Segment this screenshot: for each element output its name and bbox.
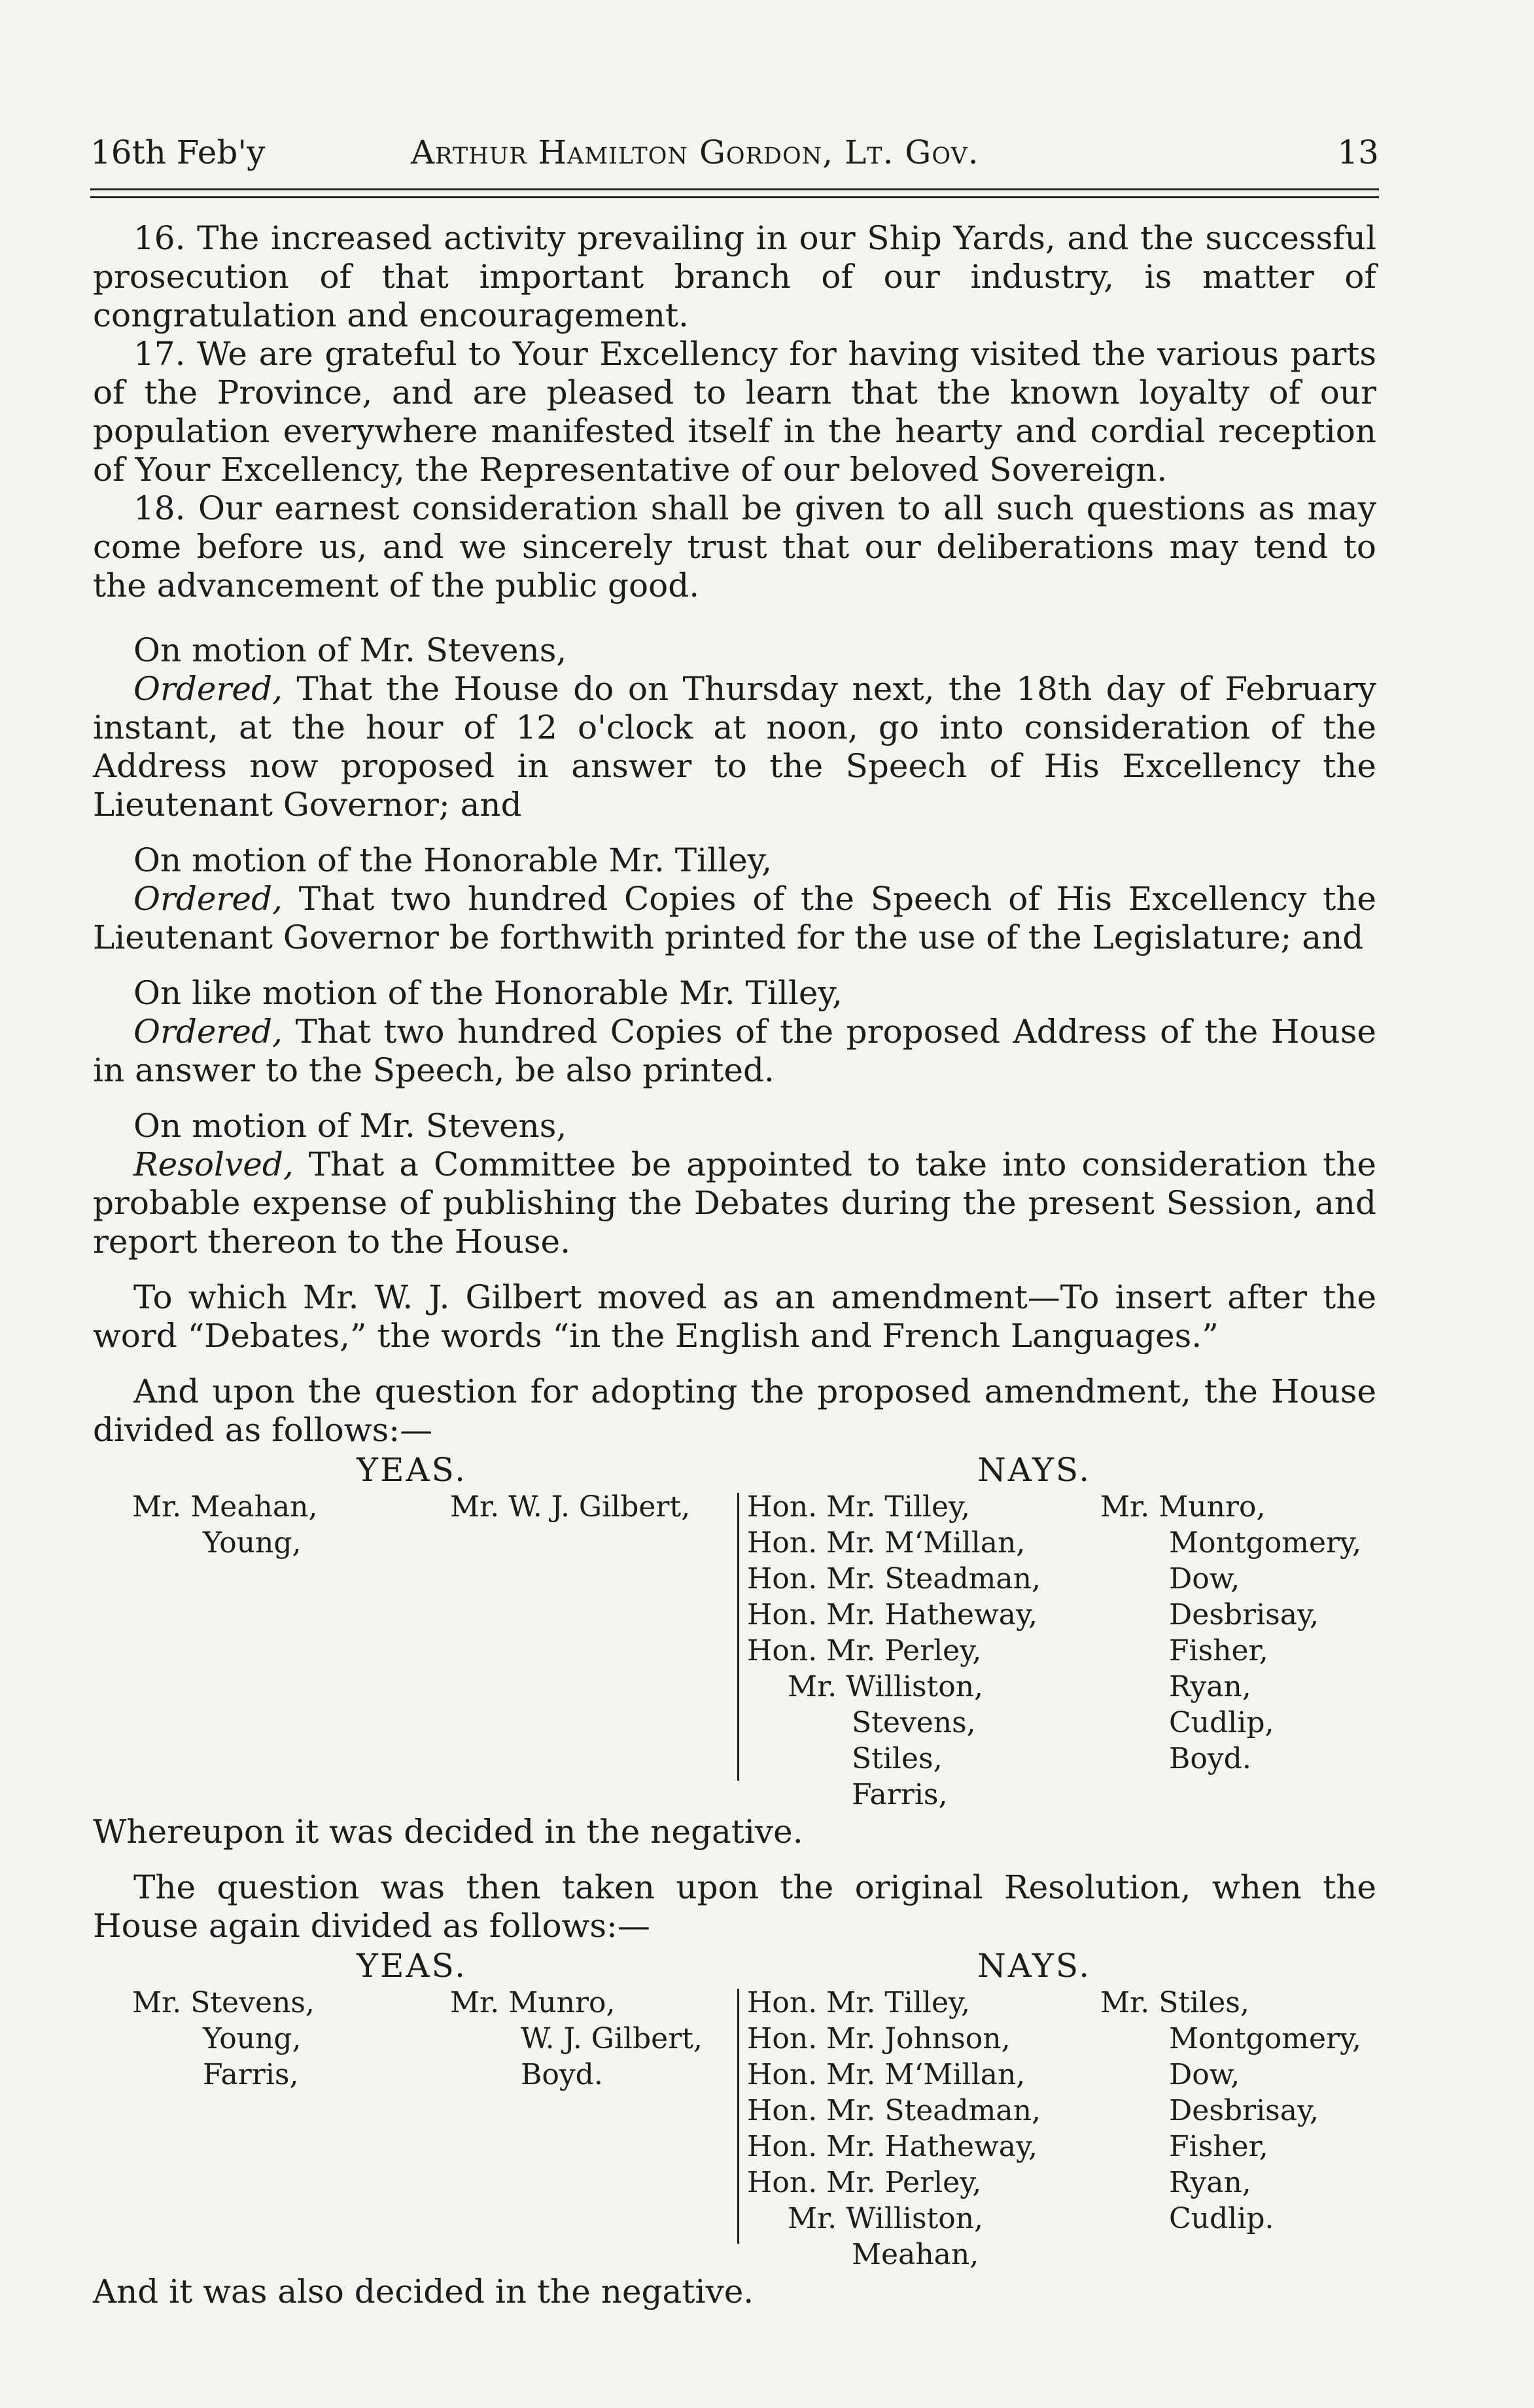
voter-name: Young, xyxy=(203,1526,302,1560)
voter-name: Hon. Mr. Perley, xyxy=(747,1634,982,1667)
division-1-heading xyxy=(93,1451,1376,1489)
resolved-word: Resolved, xyxy=(133,1145,294,1183)
voter-name: Ryan, xyxy=(1169,2166,1251,2199)
voter-name: Farris, xyxy=(852,1778,948,1811)
voter-name: Fisher, xyxy=(1169,2130,1268,2163)
division-1-yeas-col-1 xyxy=(132,1489,317,1561)
division-2-nays-col-1 xyxy=(747,1985,1041,2273)
voter-name: Stevens, xyxy=(852,1706,976,1739)
motion-tilley-1: On motion of the Honorable Mr. Tilley, xyxy=(133,841,773,879)
voter-name: Hon. Mr. M‘Millan, xyxy=(747,2058,1026,2091)
order-address-copies-text: That two hundred Copies of the proposed Address of the House in answer to the Speech, be also printed. xyxy=(93,1013,1376,1089)
paragraph-18: 18. Our earnest consideration shall be given to all such questions as may come before us, and we sincerely trust that our deliberations may tend to the advancement of the public good. xyxy=(93,489,1376,604)
yeas-heading: YEAS. xyxy=(357,1451,467,1489)
voter-name: Mr. Meahan, xyxy=(132,1490,318,1524)
resolution-debates xyxy=(93,1145,1376,1261)
voter-name: Mr. Stiles, xyxy=(1100,1986,1249,2019)
motion-stevens-2: On motion of Mr. Stevens, xyxy=(133,1107,567,1145)
amendment-paragraph: To which Mr. W. J. Gilbert moved as an amendment—To insert after the word “Debates,” the words “in the English and French Languages.” xyxy=(93,1278,1376,1355)
voter-name: Hon. Mr. M‘Millan, xyxy=(747,1526,1026,1560)
header-rule-top xyxy=(90,188,1379,190)
voter-name: Hon. Mr. Steadman, xyxy=(747,2094,1041,2127)
order-speech-copies-text: That two hundred Copies of the Speech of His Excellency the Lieutenant Governor be forthwith printed for the use of the Legislature; and xyxy=(93,880,1376,956)
division-1-nays-col-1 xyxy=(747,1489,1041,1813)
question-resolution: The question was then taken upon the original Resolution, when the House again divided as follows:— xyxy=(93,1868,1376,1945)
voter-name: Dow, xyxy=(1169,2058,1240,2091)
order-address-text: That the House do on Thursday next, the 18th day of February instant, at the hour of 12 o'clock at noon, go into consideration of the Address now proposed in answer to the Speech of His Excellency the Lieutenant Governor; and xyxy=(93,670,1376,824)
voter-name: Cudlip, xyxy=(1169,1706,1274,1739)
division-1-yeas-col-2 xyxy=(450,1489,690,1525)
ordered-word: Ordered, xyxy=(133,1013,283,1051)
voter-name: Hon. Mr. Perley, xyxy=(747,2166,982,2199)
resolution-text: That a Committee be appointed to take into consideration the probable expense of publishing the Debates during the present Session, and report thereon to the House. xyxy=(93,1145,1376,1261)
page-body xyxy=(93,219,1376,2311)
voter-name: Desbrisay, xyxy=(1169,1598,1319,1632)
voter-name: Fisher, xyxy=(1169,1634,1268,1667)
result-amendment: Whereupon it was decided in the negative. xyxy=(93,1813,803,1851)
voter-name: Stiles, xyxy=(852,1742,943,1775)
voter-name: Farris, xyxy=(203,2058,299,2091)
nays-heading: NAYS. xyxy=(977,1451,1092,1489)
voter-name: Boyd. xyxy=(521,2058,603,2091)
ordered-word: Ordered, xyxy=(133,670,283,708)
order-speech-copies xyxy=(93,880,1376,957)
voter-name: Young, xyxy=(203,2022,302,2055)
voter-name: Hon. Mr. Steadman, xyxy=(747,1562,1041,1596)
division-2-nays-col-2 xyxy=(1100,1985,1361,2237)
voter-name: Meahan, xyxy=(852,2238,979,2271)
voter-name: Mr. W. J. Gilbert, xyxy=(450,1490,691,1524)
division-1-table xyxy=(93,1489,1376,1813)
division-1-separator xyxy=(737,1493,739,1781)
voter-name: Cudlip. xyxy=(1169,2202,1274,2235)
voter-name: Boyd. xyxy=(1169,1742,1251,1775)
order-address-copies xyxy=(93,1013,1376,1090)
voter-name: W. J. Gilbert, xyxy=(521,2022,703,2055)
division-2-heading xyxy=(93,1947,1376,1985)
voter-name: Hon. Mr. Johnson, xyxy=(747,2022,1011,2055)
motion-tilley-2: On like motion of the Honorable Mr. Tilley, xyxy=(133,974,843,1012)
voter-name: Montgomery, xyxy=(1169,2022,1362,2055)
ordered-word: Ordered, xyxy=(133,880,283,918)
page-number: 13 xyxy=(1337,133,1379,171)
voter-name: Mr. Williston, xyxy=(788,2202,984,2235)
voter-name: Desbrisay, xyxy=(1169,2094,1319,2127)
voter-name: Hon. Mr. Tilley, xyxy=(747,1490,970,1524)
voter-name: Hon. Mr. Hatheway, xyxy=(747,1598,1037,1632)
division-2-yeas-col-2 xyxy=(450,1985,703,2093)
division-1-nays-col-2 xyxy=(1100,1489,1361,1777)
header-rule-bottom xyxy=(90,196,1379,198)
division-2-separator xyxy=(737,1989,739,2244)
order-address xyxy=(93,670,1376,824)
header-date: 16th Feb'y xyxy=(90,133,266,171)
nays-heading: NAYS. xyxy=(977,1947,1092,1985)
division-2-table xyxy=(93,1985,1376,2273)
header-title: Arthur Hamilton Gordon, Lt. Gov. xyxy=(411,133,979,171)
voter-name: Mr. Munro, xyxy=(1100,1490,1266,1524)
voter-name: Hon. Mr. Tilley, xyxy=(747,1986,970,2019)
voter-name: Montgomery, xyxy=(1169,1526,1362,1560)
voter-name: Dow, xyxy=(1169,1562,1240,1596)
question-amendment: And upon the question for adopting the proposed amendment, the House divided as follows:— xyxy=(93,1372,1376,1449)
paragraph-16: 16. The increased activity prevailing in our Ship Yards, and the successful prosecution of that important branch of our industry, is matter of congratulation and encouragement. xyxy=(93,219,1376,334)
running-header xyxy=(90,130,1379,175)
motion-stevens-1: On motion of Mr. Stevens, xyxy=(133,631,567,669)
result-resolution: And it was also decided in the negative. xyxy=(93,2273,754,2311)
voter-name: Mr. Stevens, xyxy=(132,1986,315,2019)
voter-name: Mr. Williston, xyxy=(788,1670,984,1703)
paragraph-17: 17. We are grateful to Your Excellency for having visited the various parts of the Province, and are pleased to learn that the known loyalty of our population everywhere manifested itself in the hearty and cordial reception of Your Excellency, the Representative of our beloved Sovereign. xyxy=(93,335,1376,489)
voter-name: Hon. Mr. Hatheway, xyxy=(747,2130,1037,2163)
division-2-yeas-col-1 xyxy=(132,1985,315,2093)
voter-name: Mr. Munro, xyxy=(450,1986,616,2019)
yeas-heading: YEAS. xyxy=(357,1947,467,1985)
voter-name: Ryan, xyxy=(1169,1670,1251,1703)
